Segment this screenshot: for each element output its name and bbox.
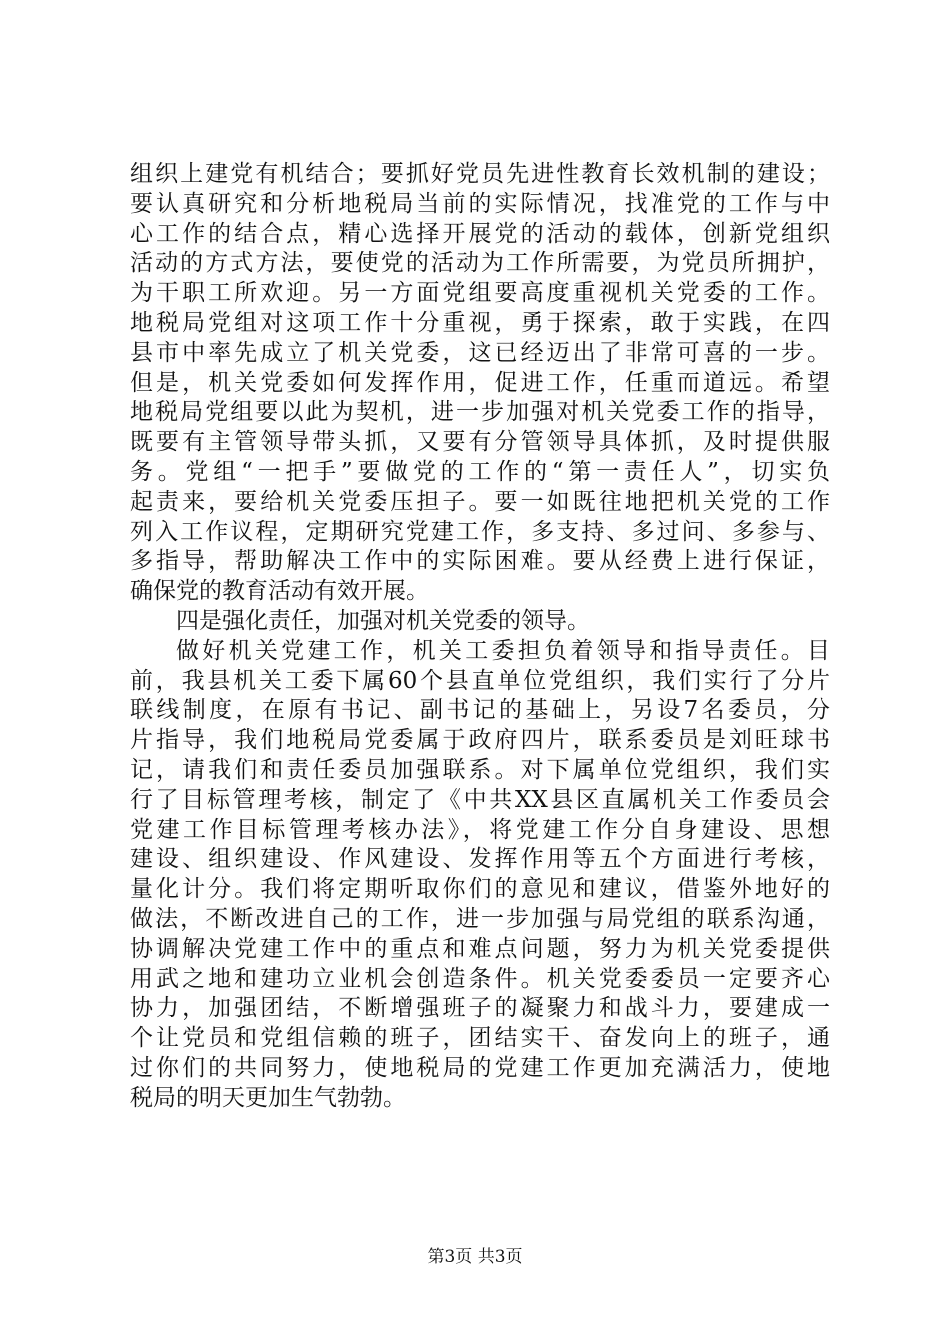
text-line: 用武之地和建功立业机会创造条件。机关党委委员一定要齐心 <box>130 965 830 992</box>
text-line: 组织上建党有机结合；要抓好党员先进性教育长效机制的建设； <box>130 161 830 187</box>
text-line: 做法，不断改进自己的工作，进一步加强与局党组的联系沟通， <box>130 905 830 932</box>
text-line: 协调解决党建工作中的重点和难点问题，努力为机关党委提供 <box>130 935 830 962</box>
text-line: 记，请我们和责任委员加强联系。对下属单位党组织，我们实 <box>130 756 830 783</box>
text-line: 为干职工所欢迎。另一方面党组要高度重视机关党委的工作。 <box>130 280 830 307</box>
section-heading: 四是强化责任，加强对机关党委的领导。 <box>176 607 590 634</box>
text-line: 过你们的共同努力，使地税局的党建工作更加充满活力，使地 <box>130 1054 830 1081</box>
body-text <box>130 160 830 1114</box>
text-line: 活动的方式方法，要使党的活动为工作所需要，为党员所拥护， <box>130 250 830 277</box>
text-line: 列入工作议程，定期研究党建工作，多支持、多过问、多参与、 <box>130 518 830 545</box>
text-line: 前，我县机关工委下属60个县直单位党组织，我们实行了分片 <box>130 667 830 694</box>
text-line: 起责来，要给机关党委压担子。要一如既往地把机关党的工作 <box>130 488 830 515</box>
text-line: 建设、组织建设、作风建设、发挥作用等五个方面进行考核， <box>130 846 830 873</box>
text-line: 心工作的结合点，精心选择开展党的活动的载体，创新党组织 <box>130 220 830 247</box>
page-footer: 第3页 共3页 <box>427 1247 523 1267</box>
text-line: 但是，机关党委如何发挥作用，促进工作，任重而道远。希望 <box>130 369 830 396</box>
text-line: 做好机关党建工作，机关工委担负着领导和指导责任。目 <box>176 637 830 664</box>
text-line: 联线制度，在原有书记、副书记的基础上，另设7名委员，分 <box>130 697 830 724</box>
text-line: 要认真研究和分析地税局当前的实际情况，找准党的工作与中 <box>130 190 830 217</box>
text-line: 片指导，我们地税局党委属于政府四片，联系委员是刘旺球书 <box>130 727 830 754</box>
text-line: 税局的明天更加生气勃勃。 <box>130 1084 406 1111</box>
text-line: 党建工作目标管理考核办法》，将党建工作分自身建设、思想 <box>130 816 830 843</box>
text-line: 行了目标管理考核，制定了《中共XX县区直属机关工作委员会 <box>130 786 830 813</box>
text-line: 确保党的教育活动有效开展。 <box>130 578 429 605</box>
text-line: 既要有主管领导带头抓，又要有分管领导具体抓，及时提供服 <box>130 429 830 456</box>
text-line: 地税局党组要以此为契机，进一步加强对机关党委工作的指导， <box>130 399 830 426</box>
text-line: 协力，加强团结，不断增强班子的凝聚力和战斗力，要建成一 <box>130 995 830 1022</box>
text-line: 多指导，帮助解决工作中的实际困难。要从经费上进行保证， <box>130 548 830 575</box>
text-line: 县市中率先成立了机关党委，这已经迈出了非常可喜的一步。 <box>130 339 830 366</box>
text-line: 量化计分。我们将定期听取你们的意见和建议，借鉴外地好的 <box>130 876 830 903</box>
text-line: 地税局党组对这项工作十分重视，勇于探索，敢于实践，在四 <box>130 309 830 336</box>
text-line: 个让党员和党组信赖的班子，团结实干、奋发向上的班子，通 <box>130 1025 830 1052</box>
text-line: 务。党组“一把手”要做党的工作的“第一责任人”，切实负 <box>130 458 830 485</box>
